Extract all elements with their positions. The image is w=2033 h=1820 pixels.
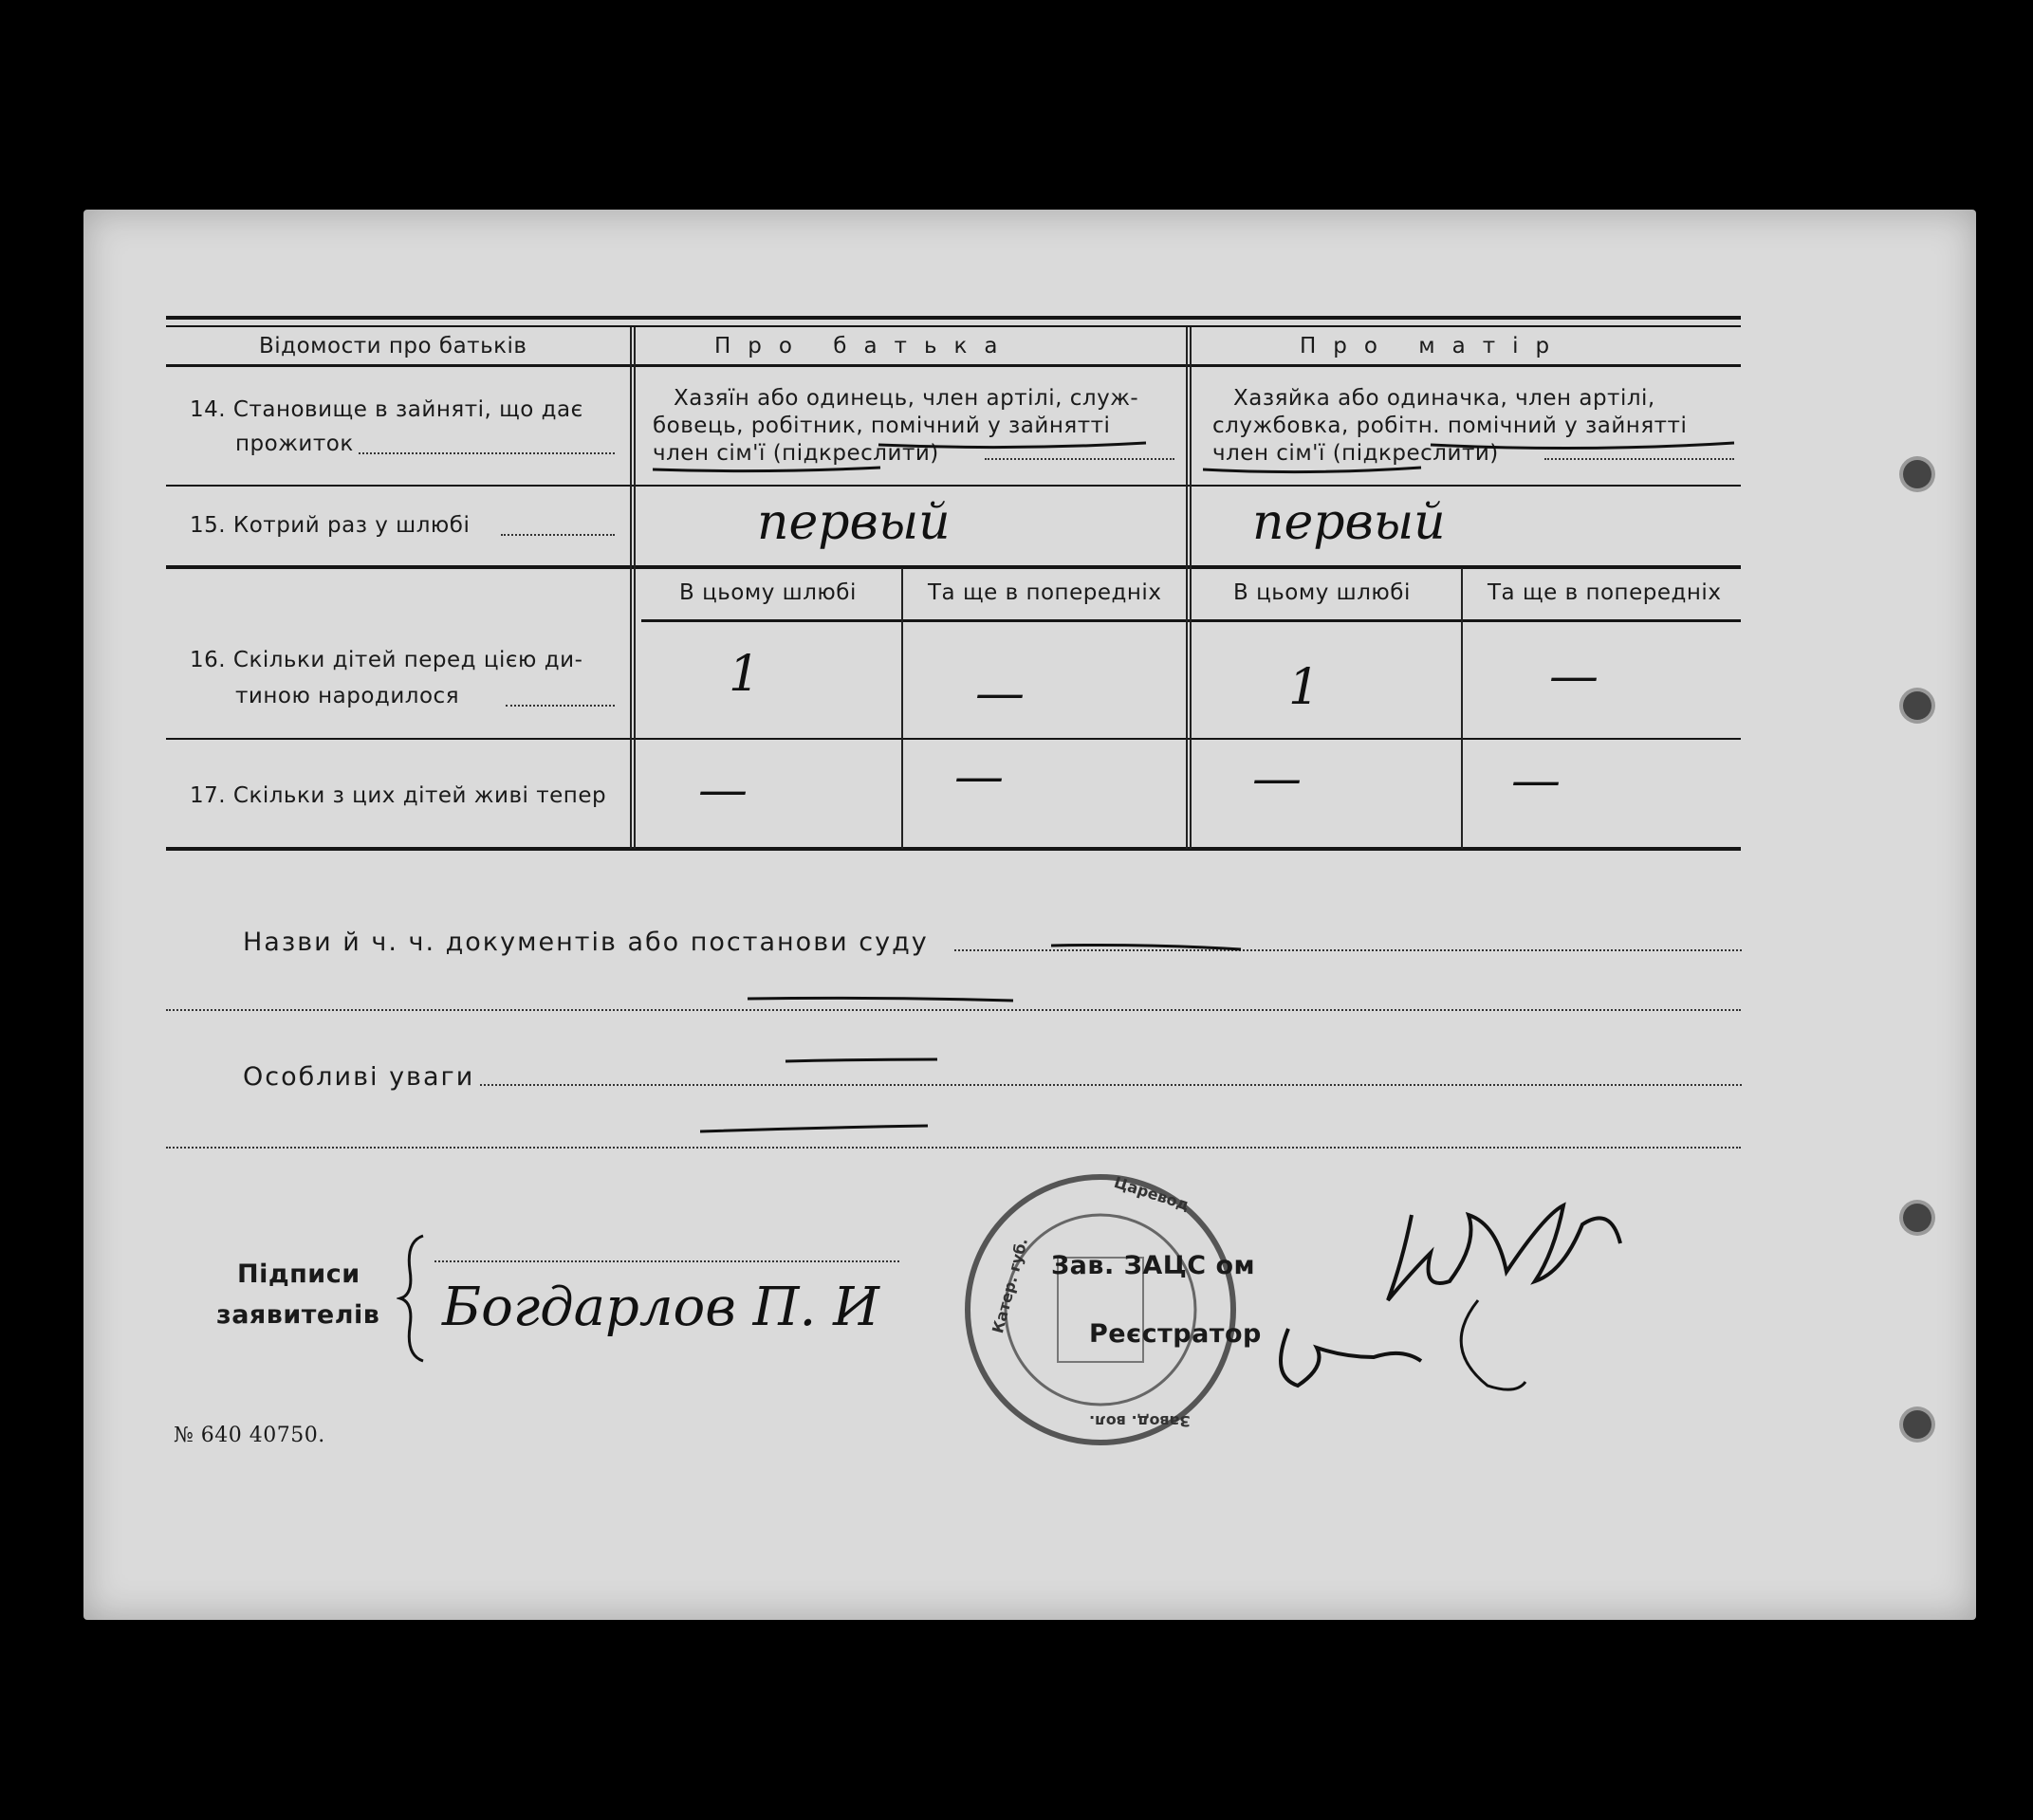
row14-label-dots [359,452,615,454]
row15-mother-value: первый [1252,494,1446,551]
subheader-father-previous: Та ще в попередніх [928,580,1162,605]
row14-mother-line1: Хазяйка або одиначка, член артілі, [1233,386,1655,411]
row16-bottom-rule [166,738,1741,740]
row16-label-line2: тиною народилося [235,684,460,708]
row17-mother-this: — [1252,750,1302,807]
applicant-signature: Богдарлов П. И [442,1277,879,1338]
row17-mother-prev: — [1511,752,1561,809]
row14-label-line1: 14. Становище в зайняті, що дає [190,397,583,422]
col-divider-mother-sub [1461,568,1463,849]
row14-mother-underline [1203,428,1753,475]
row15-label-dots [501,534,615,536]
table-bottom-rule [166,847,1741,851]
row15-bottom-rule [166,565,1741,569]
notes-label: Особливі уваги [243,1062,475,1092]
col-divider-father-sub [901,568,903,849]
row14-mother-line3: член сім'ї (підкреслити) [1212,441,1499,466]
table-top-rule [166,316,1741,320]
documents-dash-strokes [748,921,1506,1016]
row16-father-prev: — [975,665,1025,722]
col-divider-1 [630,327,632,849]
row17-father-prev: — [954,748,1004,805]
row17-label: 17. Скільки з цих дітей живі тепер [190,783,607,808]
form-number: № 640 40750. [174,1424,325,1447]
col-divider-2 [1186,327,1188,849]
row16-mother-prev: — [1549,648,1599,705]
row15-label: 15. Котрий раз у шлюбі [190,513,471,538]
subheader-father-this: В цьому шлюбі [679,580,857,605]
header-parents-info: Відомости про батьків [259,334,527,358]
row16-father-this: 1 [729,646,761,703]
header-bottom-rule [166,364,1741,367]
applicants-label-line2: заявителів [216,1300,380,1330]
col-divider-2b [1190,327,1192,849]
row14-bottom-rule [166,485,1741,487]
row16-mother-this: 1 [1288,659,1321,716]
row14-label-line2: прожиток [235,432,354,456]
notes-dots-1 [480,1084,1742,1086]
header-mother: Про матір [1300,334,1567,358]
row14-father-dots [985,458,1174,460]
row14-father-line1: Хазяїн або одинець, член артілі, служ- [674,386,1139,411]
registrar-handwritten-signature [1260,1158,1658,1405]
applicants-label-line1: Підписи [237,1259,360,1289]
subheader-mother-this: В цьому шлюбі [1233,580,1411,605]
punch-hole-4 [1903,1410,1931,1439]
registrar-label: Реєстратор [1089,1319,1262,1349]
documents-label: Назви й ч. ч. документів або постанови суду [243,928,929,957]
applicants-brace [397,1232,434,1365]
applicants-dots [434,1260,899,1262]
table-top-rule-2 [166,325,1741,327]
stamp-text-left: Катер. губ. [989,1236,1032,1335]
stamp-text-top: Царевод [1112,1172,1192,1215]
punch-hole-3 [1903,1204,1931,1232]
punch-hole-2 [1903,691,1931,720]
document-sheet [83,210,1976,1620]
row15-father-value: первый [757,494,951,551]
header-father: Про батька [714,334,1015,358]
row14-father-line2: бовець, робітник, помічний у зайнятті [653,414,1111,438]
notes-dash-strokes [700,1054,1080,1149]
row14-mother-dots [1544,458,1734,460]
row14-mother-line2: службовка, робітн. помічний у зайнятті [1212,414,1688,438]
punch-hole-1 [1903,460,1931,488]
col-divider-1b [634,327,636,849]
row14-father-underline [653,428,1241,475]
row17-father-this: — [698,762,748,818]
row16-label-dots [506,705,615,707]
row16-label-line1: 16. Скільки дітей перед цією ди- [190,648,583,672]
head-zags-label: Зав. ЗАЦС ом [1051,1251,1256,1280]
subheader-mother-previous: Та ще в попередніх [1488,580,1722,605]
stamp-text-bottom: Завод. вол. [1089,1412,1191,1430]
row14-father-line3: член сім'ї (підкреслити) [653,441,939,466]
